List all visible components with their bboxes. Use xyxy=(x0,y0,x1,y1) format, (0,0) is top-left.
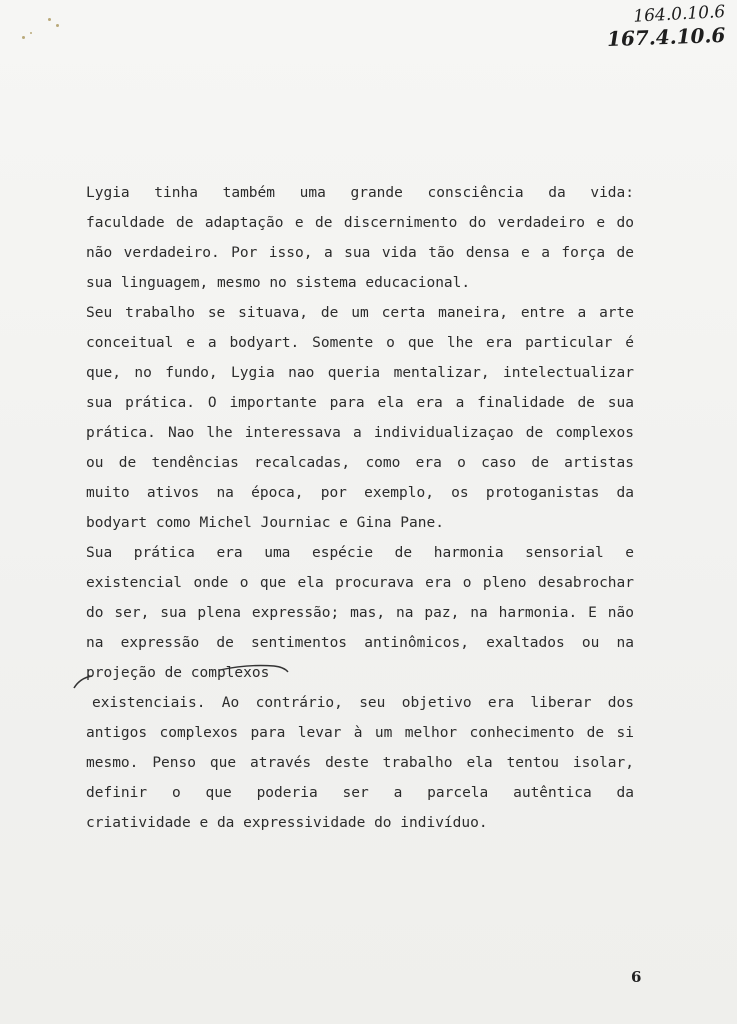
text-line: Seu trabalho se situava, de um certa maneira, entre a arte xyxy=(86,305,634,321)
handwritten-insert-mark xyxy=(70,672,100,692)
text-line: definir o que poderia ser a parcela autêntica da xyxy=(86,785,634,801)
text-line: antigos complexos para levar à um melhor conhecimento de si xyxy=(86,725,634,741)
text-line: prática. Nao lhe interessava a individualizaçao de complexos xyxy=(86,425,634,441)
text-line: existenciais. Ao contrário, seu objetivo era liberar dos xyxy=(92,695,634,711)
text-line: sua linguagem, mesmo no sistema educacional. xyxy=(86,275,471,291)
handwritten-note-line-2: 167.4.10.6 xyxy=(606,22,726,52)
text-line: na expressão de sentimentos antinômicos, exaltados ou na xyxy=(86,635,634,651)
page-number: 6 xyxy=(631,968,642,986)
text-line: ou de tendências recalcadas, como era o caso de artistas xyxy=(86,455,634,471)
text-line: mesmo. Penso que através deste trabalho ela tentou isolar, xyxy=(86,755,634,771)
text-line: Sua prática era uma espécie de harmonia sensorial e xyxy=(86,545,634,561)
handwritten-note-line-1: 164.0.10.6 xyxy=(632,1,726,27)
text-line: faculdade de adaptação e de discernimento do verdadeiro e do xyxy=(86,215,634,231)
text-line: Lygia tinha também uma grande consciência da vida: xyxy=(86,185,634,201)
text-line: bodyart como Michel Journiac e Gina Pane. xyxy=(86,515,444,531)
handwritten-archive-note xyxy=(606,1,726,52)
typed-body-text xyxy=(86,178,634,838)
handwritten-underline-stroke xyxy=(218,660,290,676)
text-line: sua prática. O importante para ela era a finalidade de sua xyxy=(86,395,634,411)
text-line: projeção de complexos xyxy=(86,665,270,681)
text-line: muito ativos na época, por exemplo, os protoganistas da xyxy=(86,485,634,501)
text-line: do ser, sua plena expressão; mas, na paz, na harmonia. E não xyxy=(86,605,634,621)
text-line: existencial onde o que ela procurava era o pleno desabrochar xyxy=(86,575,634,591)
text-line: que, no fundo, Lygia nao queria mentalizar, intelectualizar xyxy=(86,365,634,381)
text-line: conceitual e a bodyart. Somente o que lhe era particular é xyxy=(86,335,634,351)
paper-specks xyxy=(18,12,78,52)
text-line: criatividade e da expressividade do indivíduo. xyxy=(86,815,488,831)
text-line: não verdadeiro. Por isso, a sua vida tão densa e a força de xyxy=(86,245,634,261)
